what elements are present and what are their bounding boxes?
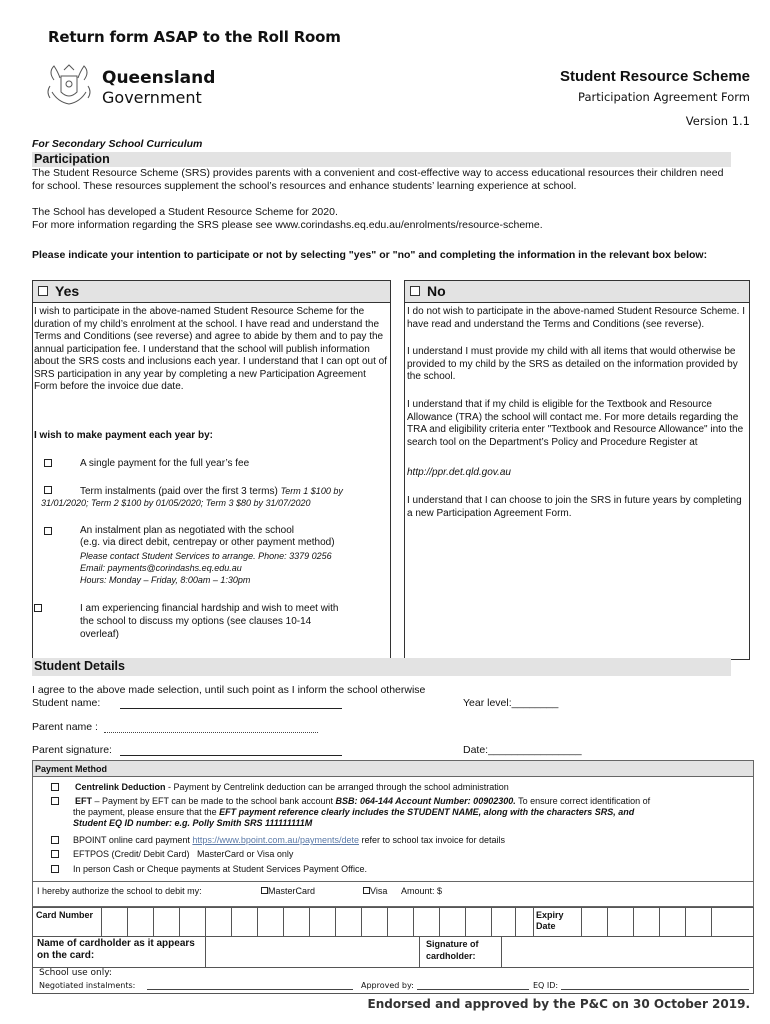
yes-box [32,280,391,660]
instalment-plan-checkbox[interactable] [44,527,52,535]
date-field[interactable]: Date:________________ [463,744,582,756]
expiry-cell[interactable] [711,908,712,936]
cardholder-signature-field[interactable] [501,936,753,967]
expiry-label: Expiry Date [536,910,564,931]
no-box-header[interactable] [405,281,749,303]
visa-checkbox[interactable] [363,887,370,894]
single-payment-label: A single payment for the full year’s fee [80,458,250,469]
negotiated-instalments-label: Negotiated instalments: [39,981,136,990]
expiry-cell[interactable] [607,908,608,936]
eft-reference-rule: EFT payment reference clearly includes the STUDENT NAME, along with the characters SRS, and [219,807,635,817]
centrelink-checkbox[interactable] [51,783,59,791]
instalment-plan-hours-line [80,574,250,588]
instalment-plan-hours: Hours: Monday – Friday, 8:00am – 1:30pm [80,575,251,585]
expiry-cell-divider [533,908,534,936]
expiry-cell[interactable] [685,908,686,936]
participation-heading-bar [32,152,731,167]
card-digit-cell[interactable] [127,908,128,936]
no-statement-2: I understand I must provide my child with all items that would otherwise be provided to my child by the SRS as detailed on the information provided by the school. [407,346,738,382]
yes-label: Yes [55,283,80,299]
ppr-link[interactable]: http://ppr.det.qld.gov.au [407,467,511,478]
endorsement-note: Endorsed and approved by the P&C on 30 October 2019. [367,997,750,1011]
cardholder-name-field[interactable] [205,936,420,967]
eft-bank-details: BSB: 064-144 Account Number: 00902300. [335,796,516,806]
term-instalments-label: Term instalments (paid over the first 3 terms) [80,486,278,497]
authorize-label: I hereby authorize the school to debit my: [37,886,202,896]
centrelink-title: Centrelink Deduction [75,782,166,792]
yes-box-header[interactable] [33,281,390,303]
expiry-cell[interactable] [633,908,634,936]
bpoint-link[interactable]: https://www.bpoint.com.au/payments/dete [192,835,359,845]
approved-by-label: Approved by: [361,981,414,990]
term-instalments-dates-line [41,497,311,511]
term-instalments-dates: 31/01/2020; Term 2 $100 by 01/05/2020; Term 3 $80 by 31/07/2020 [41,498,311,508]
centrelink-text: - Payment by Centrelink deduction can be arranged through the school administration [165,782,509,792]
eftpos-text: EFTPOS (Credit/ Debit Card) MasterCard or Visa only [73,849,294,859]
no-statement-4: I understand that I can choose to join the SRS in future years by completing a new Participation Agreement Form. [407,495,742,519]
student-details-heading-bar [32,658,731,676]
card-number-label: Card Number [36,910,94,920]
form-title: Student Resource Scheme [559,68,750,85]
card-number-grid [32,907,754,937]
instalment-plan-line2: (e.g. via direct debit, centrepay or other payment method) [80,537,335,548]
card-digit-cell[interactable] [361,908,362,936]
student-name-field[interactable] [120,708,342,709]
card-digit-cell[interactable] [309,908,310,936]
eft-checkbox[interactable] [51,797,59,805]
amount-field[interactable]: Amount: $ [401,886,443,896]
mastercard-checkbox[interactable] [261,887,268,894]
eft-title: EFT [75,796,92,806]
queensland-government-logo [44,62,214,110]
payment-frequency-heading: I wish to make payment each year by: [34,430,213,441]
eft-text-1: – Payment by EFT can be made to the school bank account [92,796,336,806]
eft-text-3: the payment, please ensure that the [73,807,220,817]
eq-id-label: EQ ID: [533,981,559,990]
instalment-plan-line1: An instalment plan as negotiated with the school [80,525,295,536]
expiry-cell[interactable] [659,908,660,936]
cardholder-row [32,936,754,968]
participation-more-info: For more information regarding the SRS please see www.corindashs.eq.edu.au/enrolments/resource-scheme. [32,219,543,231]
cardholder-name-label: Name of cardholder as it appears on the card: [37,938,195,961]
return-note: Return form ASAP to the Roll Room [48,28,341,46]
card-digit-cell[interactable] [101,908,102,936]
bpoint-text-2: refer to school tax invoice for details [358,835,506,845]
eft-text-2: To ensure correct identification of [515,796,651,806]
agreement-statement: I agree to the above made selection, until such point as I inform the school otherwise [32,684,426,696]
student-details-heading: Student Details [34,659,125,673]
logo-text-queensland: Queensland [102,68,216,88]
participation-intro: The Student Resource Scheme (SRS) provides parents with a convenient and cost-effective way to access educational resources their children need for school. These resources supplement the school’s resources and enhance students’ learning experience at school. [32,167,724,192]
participation-heading: Participation [34,152,110,166]
cash-text: In person Cash or Cheque payments at Student Services Payment Office. [73,864,367,874]
eq-id-field[interactable] [561,989,749,990]
single-payment-checkbox[interactable] [44,459,52,467]
yes-checkbox[interactable] [38,286,48,296]
card-digit-cell[interactable] [205,908,206,936]
card-digit-cell[interactable] [153,908,154,936]
logo-text-government: Government [102,88,202,107]
parent-signature-label: Parent signature: [32,744,112,756]
visa-option[interactable] [363,886,387,896]
participation-instruction: Please indicate your intention to participate or not by selecting "yes" or "no" and completing the information in the relevant box below: [32,249,708,261]
approved-by-field[interactable] [417,989,529,990]
payment-method-box [32,760,754,882]
financial-hardship-line1: I am experiencing financial hardship and wish to meet with [80,603,339,614]
mastercard-label: MasterCard [268,886,316,896]
no-statement-3: I understand that if my child is eligible for the Textbook and Resource Allowance (TRA) the school will contact me. For more details regarding the TRA and eligibility criteria enter "Textbook and Resource Allowance" into the search tool on the Department’s Policy and Procedure Register at [407,399,744,448]
curriculum-label: For Secondary School Curriculum [32,138,203,150]
school-use-label: School use only: [39,968,112,978]
card-digit-cell[interactable] [515,908,516,936]
parent-name-field[interactable] [104,732,318,733]
coat-of-arms-icon [44,62,94,108]
card-digit-cell[interactable] [439,908,440,936]
term-instalments-term1: Term 1 $100 by [280,486,343,496]
participation-year-note: The School has developed a Student Resource Scheme for 2020. [32,206,338,218]
card-digit-cell[interactable] [387,908,388,936]
card-digit-cell[interactable] [179,908,180,936]
cardholder-signature-label: Signature of cardholder: [426,939,479,961]
mastercard-option[interactable] [261,886,315,896]
visa-label: Visa [370,886,388,896]
yes-statement: I wish to participate in the above-named Student Resource Scheme for the duration of my child’s enrolment at the school. I have read and understand the Terms and Conditions (see reverse) and agree to abide by them and to pay the annual participation fee. I understand that the school will publish information about the SRS costs and inclusions each year. I understand that I can opt out of SRS participation in any year by completing a new Participation Agreement Form before the invoice due date. [34,306,388,392]
card-digit-cell[interactable] [465,908,466,936]
financial-hardship-line3: overleaf) [80,629,119,640]
card-digit-cell[interactable] [283,908,284,936]
no-checkbox[interactable] [410,286,420,296]
no-label: No [427,283,446,299]
school-use-box [32,968,754,994]
no-statement-1: I do not wish to participate in the above-named Student Resource Scheme. I have read and understand the Terms and Conditions (see reverse). [407,306,745,330]
bpoint-text-1: BPOINT online card payment [73,835,193,845]
no-box [404,280,750,660]
payment-method-heading: Payment Method [33,761,753,777]
instalment-plan-email: Email: payments@corindashs.eq.edu.au [80,563,242,573]
financial-hardship-line2: the school to discuss my options (see clauses 10-14 [80,616,312,627]
financial-hardship-checkbox[interactable] [34,604,42,612]
card-digit-cell[interactable] [335,908,336,936]
year-level-field[interactable]: Year level:________ [463,697,559,709]
cash-checkbox[interactable] [51,865,59,873]
centrelink-line [75,782,509,793]
expiry-cell[interactable] [581,908,582,936]
eftpos-checkbox[interactable] [51,850,59,858]
authorize-row [32,882,754,907]
card-digit-cell[interactable] [231,908,232,936]
eft-block [75,796,751,829]
negotiated-instalments-field[interactable] [147,989,353,990]
version-label: Version 1.1 [685,114,750,128]
instalment-plan-phone: Please contact Student Services to arrange. Phone: 3379 0256 [80,551,332,561]
term-instalments-checkbox[interactable] [44,486,52,494]
card-digit-cell[interactable] [257,908,258,936]
bpoint-checkbox[interactable] [51,836,59,844]
bpoint-line [73,835,505,846]
form-subtitle: Participation Agreement Form [578,90,750,104]
eft-example: Student EQ ID number: e.g. Polly Smith SRS 111111111M [73,818,313,828]
parent-name-label: Parent name : [32,721,98,733]
card-digit-cell[interactable] [491,908,492,936]
student-name-label: Student name: [32,697,101,709]
parent-signature-field[interactable] [120,755,342,756]
card-digit-cell[interactable] [413,908,414,936]
